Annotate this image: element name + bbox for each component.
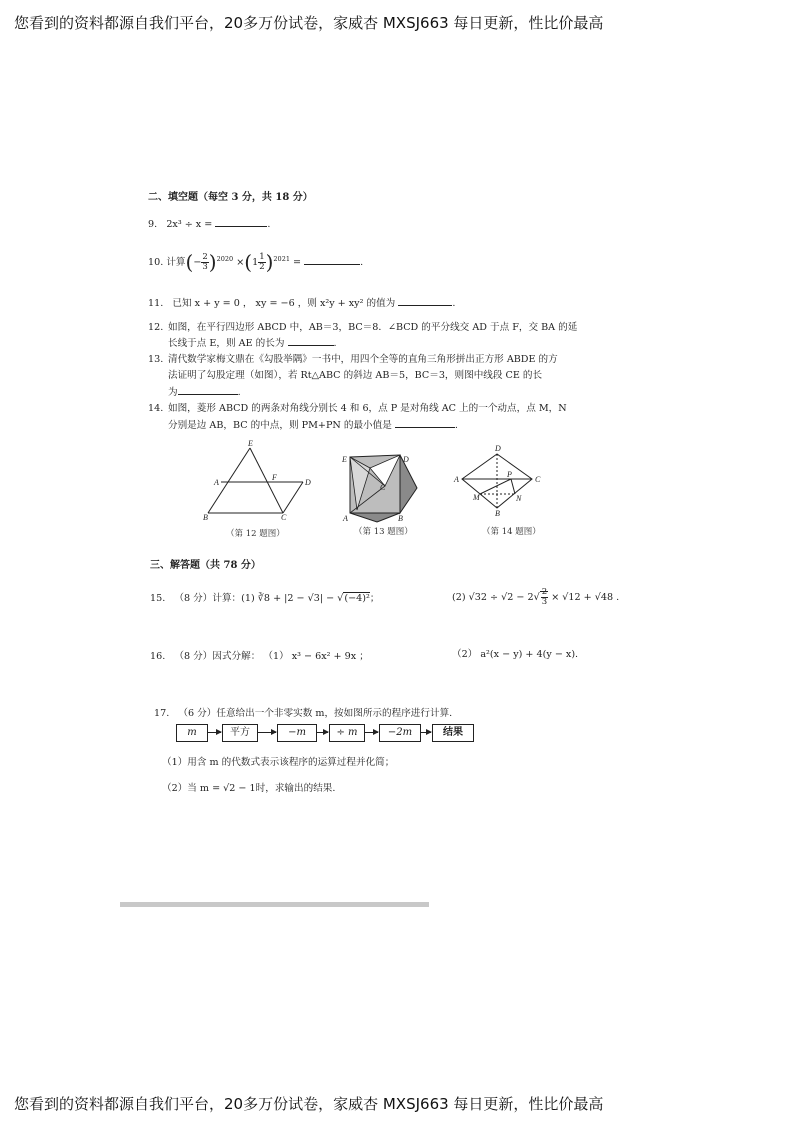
q13-line1: 清代数学家梅文鼎在《勾股举隅》一书中，用四个全等的直角三角形拼出正方形 ABDE 的方 (168, 354, 558, 365)
fig13-label-c: C (380, 483, 386, 492)
fig12-label-f: F (272, 473, 277, 482)
q15-part2-fraction: $\frac{2}{3}$ (541, 587, 548, 607)
question-14-line2: 分别是边 AB，BC 的中点，则 PM+PN 的最小值是 . (168, 420, 458, 431)
q15-part1-abs: + |2 − √3| − (273, 593, 338, 604)
q10-exponent-2: 2021 (273, 255, 290, 263)
question-9: 9. 2x³ ÷ x = . (148, 219, 271, 230)
question-10: 10. 计算(− $\frac{2}{3}$ )$^{2020}$ ×(1 $\frac{1}{2}$ )$^{2021}$ = . (148, 250, 364, 275)
figure-12 (208, 448, 303, 513)
q17-sub1: （1）用含 m 的代数式表示该程序的运算过程并化简； (162, 757, 395, 768)
q13-number: 13. (148, 354, 164, 365)
q17-number: 17. (154, 708, 170, 719)
q16-part2: （2） a²(x − y) + 4(y − x). (452, 649, 579, 660)
q10-exponent-1: 2020 (216, 255, 234, 263)
q16-part1: （1） x³ − 6x² + 9x ； (263, 651, 369, 662)
fig13-caption: （第 13 题图） (354, 527, 413, 537)
flow-box-divide-m: ÷ m (329, 724, 365, 742)
q15-part1-cbrt: ∛8 (257, 593, 271, 604)
fig12-label-b: B (203, 513, 208, 522)
fig12-label-d: D (305, 478, 311, 487)
q9-number: 9. (148, 219, 158, 230)
question-12-line2: 长线于点 E，则 AE 的长为 . (168, 338, 337, 349)
q10-times: × (236, 257, 245, 269)
bottom-banner: 您看到的资料都源自我们平台，20多万份试卷，家威杏 MXSJ663 每日更新，性比价最高 (14, 1095, 604, 1113)
flow-arrow-4 (365, 732, 378, 733)
q12-number: 12. (148, 322, 164, 333)
question-16 (150, 650, 369, 663)
flow-box-minus-m: −m (277, 724, 317, 742)
q14-line1: 如图，菱形 ABCD 的两条对角线分别长 4 和 6，点 P 是对角线 AC 上的一个动点，点 M，N (168, 403, 567, 414)
flow-box-m: m (176, 724, 208, 742)
flow-arrow-2 (258, 732, 276, 733)
q15-points: （8 分）计算： (174, 593, 242, 604)
fig14-label-c: C (535, 475, 541, 484)
question-11: 11. 已知 x + y = 0 ， xy = −6 ，则 x²y + xy² 的值为 . (148, 298, 456, 309)
q15-part1-sqrt: (−4)² (344, 593, 370, 604)
question-15-part2: (2) √32 ÷ √2 − 2√ $\frac{2}{3}$ × √12 + √48 . (452, 587, 620, 607)
flow-box-result: 结果 (432, 724, 474, 742)
q16-points: （8 分）因式分解： (174, 651, 261, 662)
question-13-line3: 为 . (168, 387, 241, 398)
flow-arrow-3 (317, 732, 328, 733)
flow-arrow-1 (208, 732, 221, 733)
q15-part2-b: × √12 + √48 . (551, 592, 620, 603)
top-banner: 您看到的资料都源自我们平台，20多万份试卷，家威杏 MXSJ663 每日更新，性比价最高 (14, 14, 604, 32)
scan-divider (120, 902, 429, 907)
q13-line3: 为 (168, 387, 178, 398)
q17-sub2: （2）当 m = √2 − 1时，求输出的结果. (162, 783, 336, 794)
fig13-label-a: A (343, 514, 348, 523)
flow-arrow-5 (421, 732, 431, 733)
q15-part1-label: (1) (241, 593, 255, 604)
q10-prefix: 计算 (166, 257, 186, 269)
fig12-caption: （第 12 题图） (226, 529, 285, 539)
q14-number: 14. (148, 403, 164, 414)
fig13-label-b: B (398, 514, 403, 523)
fig14-label-d: D (495, 444, 501, 453)
fig14-label-b: B (495, 509, 500, 518)
q14-line2: 分别是边 AB，BC 的中点，则 PM+PN 的最小值是 (168, 420, 392, 431)
section3-title: 三、解答题（共 78 分） (150, 560, 261, 571)
q10-equals: = (293, 257, 302, 269)
q15-part1-end: ； (369, 593, 380, 604)
flow-box-square: 平方 (222, 724, 258, 742)
q11-number: 11. (148, 298, 164, 309)
q10-whole: 1 (252, 257, 259, 269)
q15-part2-a: √32 ÷ √2 − 2 (468, 592, 534, 603)
fig14-label-n: N (516, 494, 522, 503)
q10-fraction-2: $\frac{1}{2}$ (259, 252, 265, 273)
q12-line2: 长线于点 E，则 AE 的长为 (168, 338, 285, 349)
fig13-label-d: D (403, 455, 409, 464)
question-17 (154, 707, 452, 720)
q17-text: （6 分）任意给出一个非零实数 m，按如图所示的程序进行计算. (178, 708, 453, 719)
q9-expression: 2x³ ÷ x = (166, 219, 213, 230)
fig12-label-e: E (248, 439, 253, 448)
q11-text: 已知 x + y = 0 ， xy = −6 ，则 x²y + xy² 的值为 (172, 298, 396, 309)
fig14-caption: （第 14 题图） (482, 527, 541, 537)
q12-line1: 如图，在平行四边形 ABCD 中，AB＝3，BC＝8．∠BCD 的平分线交 AD 于点 F，交 BA 的延 (168, 322, 578, 333)
fig14-label-p: P (507, 470, 512, 479)
fig12-label-c: C (281, 513, 287, 522)
fig13-label-e: E (342, 455, 347, 464)
section2-title: 二、填空题（每空 3 分，共 18 分） (148, 192, 313, 203)
flow-box-minus-2m: −2m (379, 724, 421, 742)
q15-number: 15. (150, 593, 166, 604)
fig14-label-a: A (454, 475, 459, 484)
q10-fraction-1: $\frac{2}{3}$ (202, 252, 208, 273)
question-15: 15. （8 分）计算：(1) ∛8 + |2 − √3| − √(−4)²； (150, 593, 380, 604)
q13-line2: 法证明了勾股定理（如图），若 Rt△ABC 的斜边 AB＝5，BC＝3，则图中线段 CE 的长 (168, 370, 543, 381)
fig14-label-m: M (473, 493, 480, 502)
fig12-label-a: A (214, 478, 219, 487)
q15-part2-label: (2) (452, 592, 466, 603)
q16-number: 16. (150, 651, 166, 662)
q10-number: 10. (148, 257, 164, 269)
